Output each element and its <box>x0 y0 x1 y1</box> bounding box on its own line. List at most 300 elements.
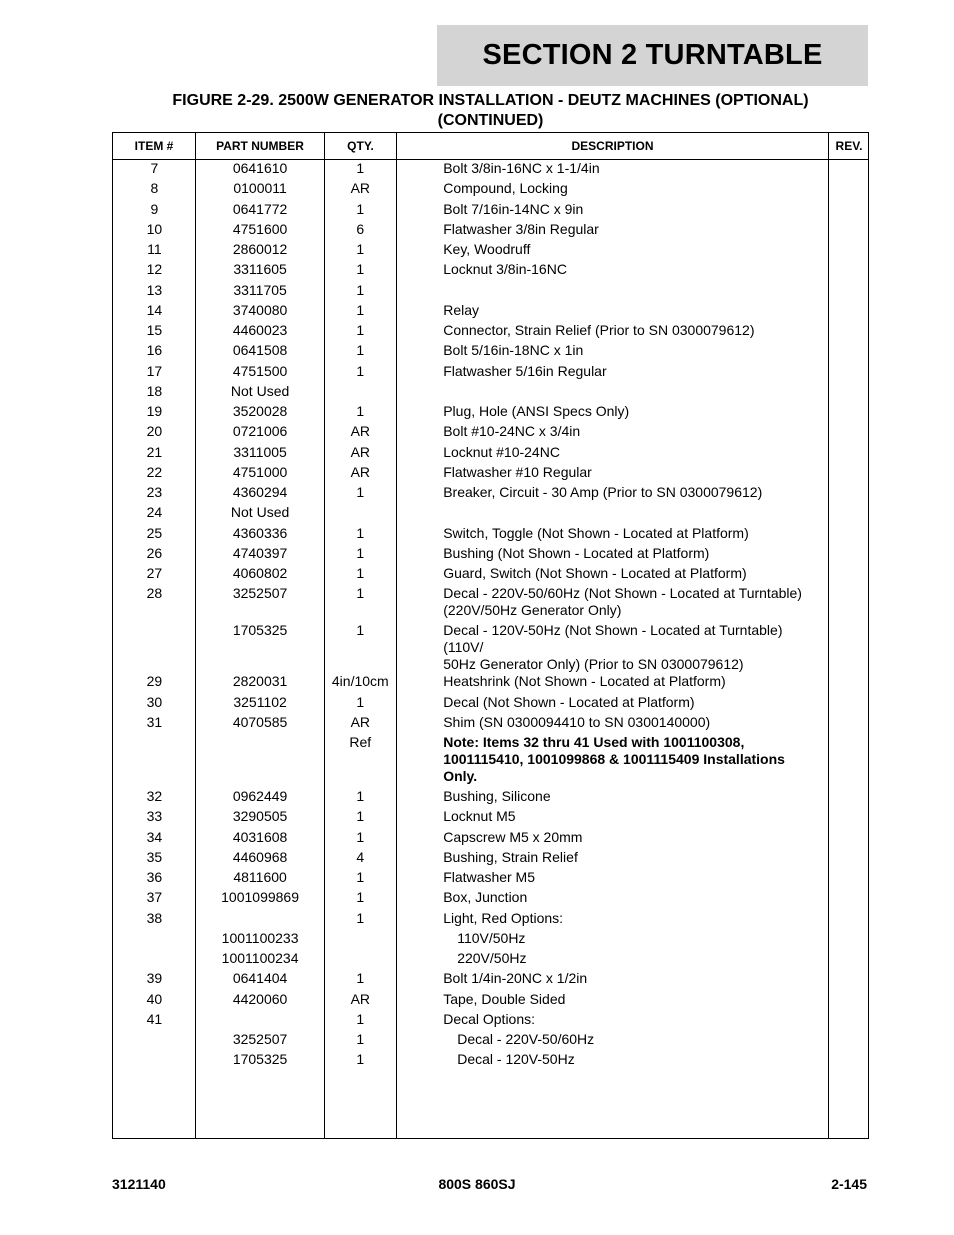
description-line: Bushing, Strain Relief <box>443 848 578 865</box>
footer-page-number: 2-145 <box>831 1176 867 1192</box>
parts-table <box>112 132 869 1139</box>
description <box>396 788 827 808</box>
description <box>396 829 827 849</box>
table-row <box>113 504 868 524</box>
description-line: Note: Items 32 thru 41 Used with 1001100308, <box>443 734 745 750</box>
revision <box>827 889 868 909</box>
part-number: 1001100234 <box>221 950 299 966</box>
item-number: 17 <box>146 362 163 379</box>
description-line: Decal - 220V-50/60Hz <box>457 1031 595 1047</box>
item-number <box>113 1051 196 1071</box>
item-number: 11 <box>147 241 162 257</box>
part-number: 4420060 <box>232 990 288 1007</box>
revision <box>827 910 868 930</box>
part-number: 3251102 <box>233 693 287 710</box>
revision <box>827 869 868 889</box>
description <box>396 363 827 383</box>
part-number: 2820031 <box>232 673 288 690</box>
description-line: Decal - 120V-50Hz <box>457 1051 575 1068</box>
part-number: 3311705 <box>233 281 287 298</box>
item-number: 27 <box>146 565 163 581</box>
description-line: Flatwasher #10 Regular <box>443 463 592 480</box>
description-line: Shim (SN 0300094410 to SN 0300140000) <box>443 713 711 730</box>
description <box>396 201 827 221</box>
quantity: 1 <box>356 261 365 278</box>
table-row <box>113 342 868 362</box>
description-line: Plug, Hole (ANSI Specs Only) <box>443 403 630 419</box>
part-number: 3311005 <box>233 443 287 460</box>
description <box>396 910 827 930</box>
description-line: Decal Options: <box>443 1010 536 1027</box>
quantity: AR <box>350 443 371 460</box>
description-line: Box, Junction <box>443 889 528 906</box>
revision <box>827 241 868 261</box>
quantity <box>324 930 396 950</box>
header-description: DESCRIPTION <box>571 139 654 153</box>
revision <box>827 484 868 504</box>
description-line: 1001115410, 1001099868 & 1001115409 Installations <box>443 751 785 767</box>
revision <box>827 714 868 734</box>
revision <box>827 444 868 464</box>
revision <box>827 808 868 828</box>
description <box>396 261 827 281</box>
table-row <box>113 991 868 1011</box>
item-number: 34 <box>146 828 163 845</box>
revision <box>827 383 868 403</box>
description <box>396 734 827 788</box>
table-row <box>113 1011 868 1031</box>
item-number: 14 <box>146 301 163 318</box>
part-number: 0641610 <box>232 160 288 176</box>
revision <box>827 180 868 200</box>
description-line: Locknut 3/8in-16NC <box>443 261 567 278</box>
table-row <box>113 849 868 869</box>
revision <box>827 261 868 281</box>
description-line: Relay <box>443 301 479 318</box>
table-row <box>113 714 868 734</box>
table-row <box>113 1051 868 1071</box>
description <box>396 808 827 828</box>
part-number <box>196 1011 325 1031</box>
item-number: 28 <box>146 585 163 602</box>
item-number: 38 <box>146 909 163 926</box>
description-line: Flatwasher M5 <box>443 869 536 885</box>
table-row <box>113 241 868 261</box>
item-number: 41 <box>146 1010 163 1027</box>
part-number: 0962449 <box>232 788 288 804</box>
revision <box>827 201 868 221</box>
revision <box>827 734 868 788</box>
quantity <box>324 950 396 970</box>
description-line: Capscrew M5 x 20mm <box>443 828 583 845</box>
part-number: 1705325 <box>232 622 288 639</box>
revision <box>827 423 868 443</box>
table-row <box>113 444 868 464</box>
part-number: 0641772 <box>232 200 288 217</box>
quantity: 1 <box>356 565 365 581</box>
quantity: 1 <box>356 869 365 885</box>
revision <box>827 694 868 714</box>
quantity: AR <box>350 423 371 440</box>
description-line: Flatwasher 5/16in Regular <box>443 362 607 379</box>
quantity: 6 <box>356 220 365 237</box>
table-row <box>113 930 868 950</box>
header-part-number: PART NUMBER <box>216 139 304 153</box>
description-line: Only. <box>443 768 478 784</box>
part-number: 4060802 <box>232 565 288 581</box>
description-line: 220V/50Hz <box>457 950 527 966</box>
item-number <box>113 950 196 970</box>
table-row <box>113 808 868 828</box>
quantity: 1 <box>356 808 365 825</box>
quantity: 1 <box>356 788 365 804</box>
part-number: 0641508 <box>232 342 288 359</box>
quantity: 1 <box>356 342 365 359</box>
table-row <box>113 694 868 714</box>
quantity: 1 <box>356 241 365 257</box>
item-number: 15 <box>146 322 163 338</box>
table-row <box>113 464 868 484</box>
quantity: 1 <box>356 1051 365 1068</box>
description <box>396 221 827 241</box>
description-line: Compound, Locking <box>443 180 568 197</box>
table-row <box>113 383 868 403</box>
item-number: 9 <box>150 200 159 217</box>
quantity: AR <box>350 990 371 1007</box>
table-row <box>113 302 868 322</box>
quantity: 1 <box>356 909 365 926</box>
description-line: Decal (Not Shown - Located at Platform) <box>443 693 695 710</box>
quantity: 4in/10cm <box>331 673 389 690</box>
section-title: SECTION 2 TURNTABLE <box>437 25 868 86</box>
part-number: 4740397 <box>232 544 288 561</box>
description-line: Flatwasher 3/8in Regular <box>443 220 599 237</box>
part-number: 4460023 <box>232 322 288 338</box>
part-number <box>196 734 325 788</box>
part-number: 3311605 <box>233 261 287 278</box>
part-number: 4460968 <box>232 848 288 865</box>
description <box>396 302 827 322</box>
item-number: 30 <box>146 693 163 710</box>
figure-title <box>112 91 869 131</box>
table-row <box>113 261 868 281</box>
revision <box>827 322 868 342</box>
description-line: Breaker, Circuit - 30 Amp (Prior to SN 0300079612) <box>443 484 763 500</box>
description <box>396 342 827 362</box>
item-number: 32 <box>146 788 163 804</box>
revision <box>827 525 868 545</box>
description-line: Switch, Toggle (Not Shown - Located at Platform) <box>443 524 749 541</box>
description <box>396 930 827 950</box>
description-line: Bushing, Silicone <box>443 788 551 804</box>
header-rev: REV. <box>835 139 863 153</box>
description <box>396 1011 827 1031</box>
description <box>396 282 827 302</box>
revision <box>827 160 868 180</box>
table-row <box>113 525 868 545</box>
item-number: 23 <box>146 484 163 500</box>
footer-model: 800S 860SJ <box>438 1176 516 1192</box>
description <box>396 889 827 909</box>
part-number: 4751600 <box>232 220 288 237</box>
part-number: 1001100233 <box>221 929 299 946</box>
table-row <box>113 673 868 693</box>
description-line: Bolt 5/16in-18NC x 1in <box>443 342 584 359</box>
revision <box>827 1051 868 1071</box>
description <box>396 714 827 734</box>
header-item: ITEM # <box>134 139 174 153</box>
item-number: 12 <box>146 261 163 278</box>
quantity: 1 <box>356 484 365 500</box>
revision <box>827 403 868 423</box>
revision <box>827 673 868 693</box>
description <box>396 423 827 443</box>
footer-doc-number: 3121140 <box>112 1176 166 1192</box>
description <box>396 322 827 342</box>
table-row <box>113 403 868 423</box>
description <box>396 464 827 484</box>
figure-title-line1: FIGURE 2-29. 2500W GENERATOR INSTALLATION - DEUTZ MACHINES (OPTIONAL) <box>172 92 809 109</box>
description <box>396 694 827 714</box>
item-number: 25 <box>146 524 163 541</box>
revision <box>827 363 868 383</box>
description-line: Decal - 220V-50/60Hz (Not Shown - Located at Turntable) <box>443 585 802 602</box>
quantity: 1 <box>356 1031 365 1047</box>
description <box>396 504 827 524</box>
table-row <box>113 221 868 241</box>
part-number: 4360294 <box>232 484 288 500</box>
item-number <box>113 622 196 673</box>
description <box>396 991 827 1011</box>
description-line: Locknut #10-24NC <box>443 443 560 460</box>
description <box>396 160 827 180</box>
description-line: Bolt 3/8in-16NC x 1-1/4in <box>443 160 600 176</box>
description <box>396 484 827 504</box>
item-number: 10 <box>146 220 163 237</box>
description-line: Bolt #10-24NC x 3/4in <box>443 423 581 440</box>
part-number: 0721006 <box>232 423 288 440</box>
quantity: AR <box>350 180 371 197</box>
revision <box>827 1011 868 1031</box>
item-number: 13 <box>146 281 163 298</box>
part-number: Not Used <box>230 382 290 399</box>
part-number: 3252507 <box>232 585 288 602</box>
item-number: 35 <box>146 848 163 865</box>
item-number <box>113 734 196 788</box>
description-line: Bolt 7/16in-14NC x 9in <box>443 200 584 217</box>
quantity: 1 <box>356 828 365 845</box>
quantity <box>324 383 396 403</box>
quantity <box>324 504 396 524</box>
table-row <box>113 545 868 565</box>
description <box>396 1051 827 1071</box>
revision <box>827 622 868 673</box>
item-number <box>113 930 196 950</box>
description <box>396 673 827 693</box>
part-number: 1705325 <box>232 1051 288 1068</box>
revision <box>827 788 868 808</box>
part-number: 2860012 <box>232 241 288 257</box>
part-number: 1001099869 <box>221 889 300 906</box>
revision <box>827 930 868 950</box>
quantity: 1 <box>356 622 365 639</box>
part-number: 4360336 <box>232 524 288 541</box>
item-number: 31 <box>146 713 163 730</box>
quantity: 1 <box>356 322 365 338</box>
quantity: 1 <box>356 1010 365 1027</box>
quantity: 1 <box>356 362 365 379</box>
item-number <box>113 1031 196 1051</box>
quantity: 1 <box>356 889 365 906</box>
table-row <box>113 423 868 443</box>
table-row <box>113 282 868 302</box>
description-line: Guard, Switch (Not Shown - Located at Platform) <box>443 565 747 581</box>
item-number: 20 <box>146 423 163 440</box>
item-number: 29 <box>146 673 163 690</box>
table-row <box>113 734 868 788</box>
item-number: 37 <box>146 889 163 906</box>
description-line: Tape, Double Sided <box>443 990 566 1007</box>
table-row <box>113 585 868 622</box>
item-number: 19 <box>146 403 163 419</box>
revision <box>827 342 868 362</box>
part-number: Not Used <box>230 504 290 521</box>
part-number: 3252507 <box>232 1031 288 1047</box>
table-row <box>113 950 868 970</box>
description <box>396 403 827 423</box>
table-body <box>113 160 868 1072</box>
part-number: 3520028 <box>232 403 288 419</box>
item-number: 8 <box>150 180 159 197</box>
quantity: 4 <box>356 848 365 865</box>
table-row <box>113 1031 868 1051</box>
quantity: 1 <box>356 200 365 217</box>
item-number: 18 <box>146 382 163 399</box>
part-number: 4031608 <box>232 828 288 845</box>
description <box>396 622 827 673</box>
revision <box>827 282 868 302</box>
table-row <box>113 889 868 909</box>
quantity: AR <box>350 713 371 730</box>
table-row <box>113 160 868 180</box>
description-line: Locknut M5 <box>443 808 516 825</box>
description <box>396 545 827 565</box>
header-qty: QTY. <box>347 139 374 153</box>
table-row <box>113 970 868 990</box>
revision <box>827 565 868 585</box>
table-row <box>113 201 868 221</box>
item-number: 26 <box>146 544 163 561</box>
part-number: 4751000 <box>232 463 288 480</box>
description-line: Key, Woodruff <box>443 241 531 257</box>
description-line: Light, Red Options: <box>443 909 564 926</box>
part-number: 3740080 <box>232 301 288 318</box>
item-number: 33 <box>146 808 163 825</box>
revision <box>827 221 868 241</box>
description <box>396 180 827 200</box>
description <box>396 565 827 585</box>
quantity: 1 <box>356 585 365 602</box>
table-row <box>113 788 868 808</box>
revision <box>827 464 868 484</box>
description-line: Bushing (Not Shown - Located at Platform) <box>443 544 710 561</box>
quantity: 1 <box>356 544 365 561</box>
description-line: Decal - 120V-50Hz (Not Shown - Located at Turntable) (110V/ <box>443 622 783 656</box>
quantity: AR <box>350 463 371 480</box>
description <box>396 869 827 889</box>
quantity: 1 <box>356 281 365 298</box>
description-line: (220V/50Hz Generator Only) <box>443 602 622 619</box>
description-line: Connector, Strain Relief (Prior to SN 0300079612) <box>443 322 755 338</box>
part-number: 0641404 <box>232 970 288 987</box>
quantity: Ref <box>349 734 372 750</box>
revision <box>827 302 868 322</box>
revision <box>827 829 868 849</box>
part-number: 4751500 <box>232 362 288 379</box>
quantity: 1 <box>356 970 365 987</box>
figure-title-line2: (CONTINUED) <box>437 112 544 129</box>
table-row <box>113 363 868 383</box>
revision <box>827 991 868 1011</box>
quantity: 1 <box>356 524 365 541</box>
revision <box>827 545 868 565</box>
table-row <box>113 322 868 342</box>
item-number: 22 <box>146 463 163 480</box>
part-number: 3290505 <box>232 808 288 825</box>
revision <box>827 950 868 970</box>
table-row <box>113 622 868 673</box>
description-line: Bolt 1/4in-20NC x 1/2in <box>443 970 588 987</box>
description <box>396 525 827 545</box>
part-number <box>196 910 325 930</box>
description <box>396 241 827 261</box>
quantity: 1 <box>356 301 365 318</box>
description <box>396 585 827 622</box>
table-row <box>113 869 868 889</box>
item-number: 16 <box>146 342 163 359</box>
description <box>396 950 827 970</box>
table-row <box>113 565 868 585</box>
item-number: 36 <box>146 869 163 885</box>
item-number: 24 <box>146 504 163 521</box>
table-row <box>113 829 868 849</box>
revision <box>827 849 868 869</box>
item-number: 39 <box>146 970 163 987</box>
item-number: 7 <box>150 160 159 176</box>
revision <box>827 504 868 524</box>
description <box>396 383 827 403</box>
description-line: 110V/50Hz <box>457 929 526 946</box>
part-number: 4811600 <box>233 869 287 885</box>
description <box>396 444 827 464</box>
table-row <box>113 910 868 930</box>
description <box>396 849 827 869</box>
item-number: 40 <box>146 990 163 1007</box>
description-line: Heatshrink (Not Shown - Located at Platform) <box>443 673 726 690</box>
description-line: 50Hz Generator Only) (Prior to SN 0300079612) <box>443 656 744 673</box>
quantity: 1 <box>356 693 365 710</box>
description <box>396 1031 827 1051</box>
quantity: 1 <box>356 403 365 419</box>
table-row <box>113 484 868 504</box>
part-number: 0100011 <box>233 180 287 197</box>
revision <box>827 585 868 622</box>
revision <box>827 1031 868 1051</box>
item-number: 21 <box>146 443 163 460</box>
quantity: 1 <box>356 160 365 176</box>
description <box>396 970 827 990</box>
table-row <box>113 180 868 200</box>
